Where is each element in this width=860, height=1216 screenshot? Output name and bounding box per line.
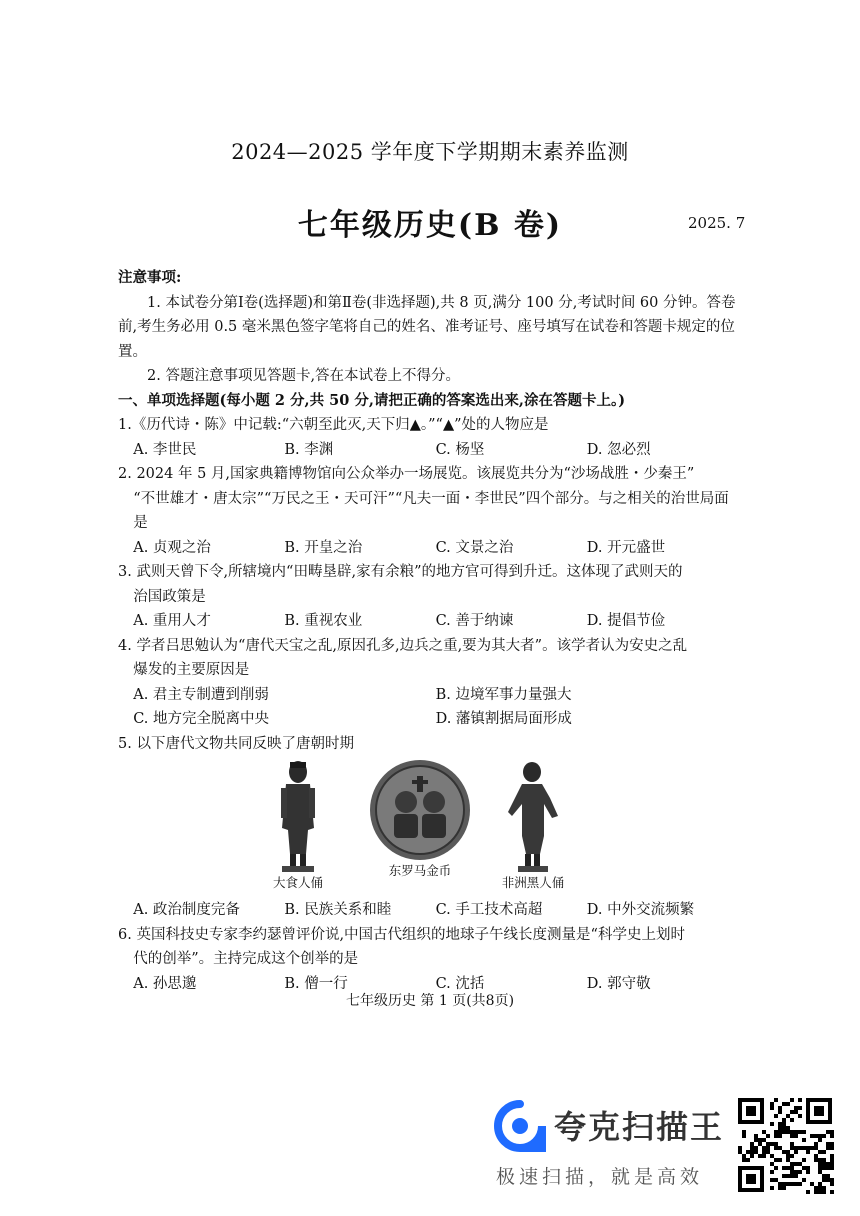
question-2-stem: 2. 2024 年 5 月,国家典籍博物馆向公众举办一场展览。该展览共分为“沙场战胜・少秦王” — [118, 466, 695, 482]
question-2-options — [118, 536, 738, 561]
option-a: A. 孙思邈 — [133, 975, 197, 992]
notice-item-1: 1. 本试卷分第Ⅰ卷(选择题)和第Ⅱ卷(非选择题),共 8 页,满分 100 分,考试时间 60 分钟。答卷前,考生务必用 0.5 毫米黑色签字笔将自己的姓名、准考证号、座号填写在试卷和答题卡规定的位置。 — [118, 294, 736, 360]
figure-african-figurine — [498, 758, 568, 890]
question-6-stem: 6. 英国科技史专家李约瑟曾评价说,中国古代组织的地球子午线长度测量是“科学史上划时 — [118, 926, 685, 943]
notice-item-2: 2. 答题注意事项见答题卡,答在本试卷上不得分。 — [147, 368, 461, 384]
byzantine-coin-image — [368, 758, 472, 862]
figure-arab-figurine — [268, 758, 328, 890]
question-5-stem: 5. 以下唐代文物共同反映了唐朝时期 — [118, 735, 354, 752]
exam-title: 2024—2025 学年度下学期期末素养监测 — [231, 140, 629, 164]
page-footer: 七年级历史 第 1 页(共8页) — [345, 993, 515, 1009]
option-b: B. 民族关系和睦 — [284, 902, 392, 918]
subject-title: 七年级历史(B 卷) — [297, 208, 563, 243]
option-b: B. 僧一行 — [284, 975, 348, 992]
option-d: D. 藩镇割据局面形成 — [435, 711, 572, 727]
african-figurine-image — [498, 758, 568, 874]
option-d: D. 中外交流频繁 — [586, 902, 695, 918]
exam-content — [118, 266, 738, 996]
option-c: C. 沈括 — [435, 975, 485, 992]
question-3-stem-cont: 治国政策是 — [133, 588, 206, 605]
figure-caption: 大食人俑 — [272, 875, 323, 890]
option-d: D. 开元盛世 — [586, 539, 666, 556]
question-4-stem-cont: 爆发的主要原因是 — [133, 662, 250, 678]
option-c: C. 手工技术高超 — [435, 902, 543, 918]
option-d: D. 提倡节俭 — [586, 613, 666, 629]
question-5-options — [118, 898, 738, 923]
option-d: D. 郭守敬 — [586, 975, 651, 992]
figure-caption: 非洲黑人俑 — [501, 875, 565, 890]
option-b: B. 李渊 — [284, 441, 334, 458]
question-4-stem: 4. 学者吕思勉认为“唐代天宝之乱,原因孔多,边兵之重,要为其大者”。该学者认为安史之乱 — [118, 637, 688, 654]
scanner-watermark — [494, 1098, 724, 1193]
quark-logo-icon — [494, 1100, 546, 1152]
option-d: D. 忽必烈 — [586, 441, 651, 458]
figure-caption: 东罗马金币 — [388, 863, 452, 878]
option-b: B. 重视农业 — [284, 613, 363, 629]
arab-figurine-image — [268, 758, 328, 874]
figure-byzantine-coin — [368, 758, 472, 878]
question-1-stem: 1.《历代诗・陈》中记载:“六朝至此灭,天下归▲。”“▲”处的人物应是 — [118, 417, 549, 433]
option-b: B. 开皇之治 — [284, 539, 363, 556]
question-1-options — [118, 438, 738, 463]
option-a: A. 政治制度完备 — [133, 902, 240, 918]
option-a: A. 君主专制遭到削弱 — [133, 686, 269, 703]
option-c: C. 文景之治 — [435, 539, 514, 556]
question-5-figures — [118, 758, 738, 898]
question-4-options — [118, 683, 738, 732]
section-heading: 一、单项选择题(每小题 2 分,共 50 分,请把正确的答案选出来,涂在答题卡上。) — [118, 391, 626, 409]
question-2-stem-cont: “不世雄才・唐太宗”“万民之王・天可汗”“凡夫一面・李世民”四个部分。与之相关的治世局面是 — [133, 490, 729, 531]
option-b: B. 边境军事力量强大 — [435, 686, 572, 703]
exam-date: 2025. 7 — [688, 214, 746, 232]
brand-name: 夸克扫描王 — [554, 1108, 725, 1146]
question-3-stem: 3. 武则天曾下令,所辖境内“田畴垦辟,家有余粮”的地方官可得到升迁。这体现了武则天的 — [118, 564, 683, 580]
qr-code-icon — [736, 1096, 834, 1194]
option-c: C. 善于纳谏 — [435, 613, 514, 629]
question-3-options — [118, 609, 738, 634]
option-a: A. 李世民 — [133, 441, 197, 458]
notice-heading: 注意事项: — [118, 269, 182, 286]
option-c: C. 地方完全脱离中央 — [133, 711, 270, 727]
option-a: A. 重用人才 — [133, 613, 211, 629]
option-c: C. 杨坚 — [435, 441, 485, 458]
question-6-stem-cont: 代的创举”。主持完成这个创举的是 — [133, 951, 359, 967]
brand-slogan: 极速扫描，就是高效 — [496, 1166, 704, 1188]
option-a: A. 贞观之治 — [133, 539, 211, 556]
